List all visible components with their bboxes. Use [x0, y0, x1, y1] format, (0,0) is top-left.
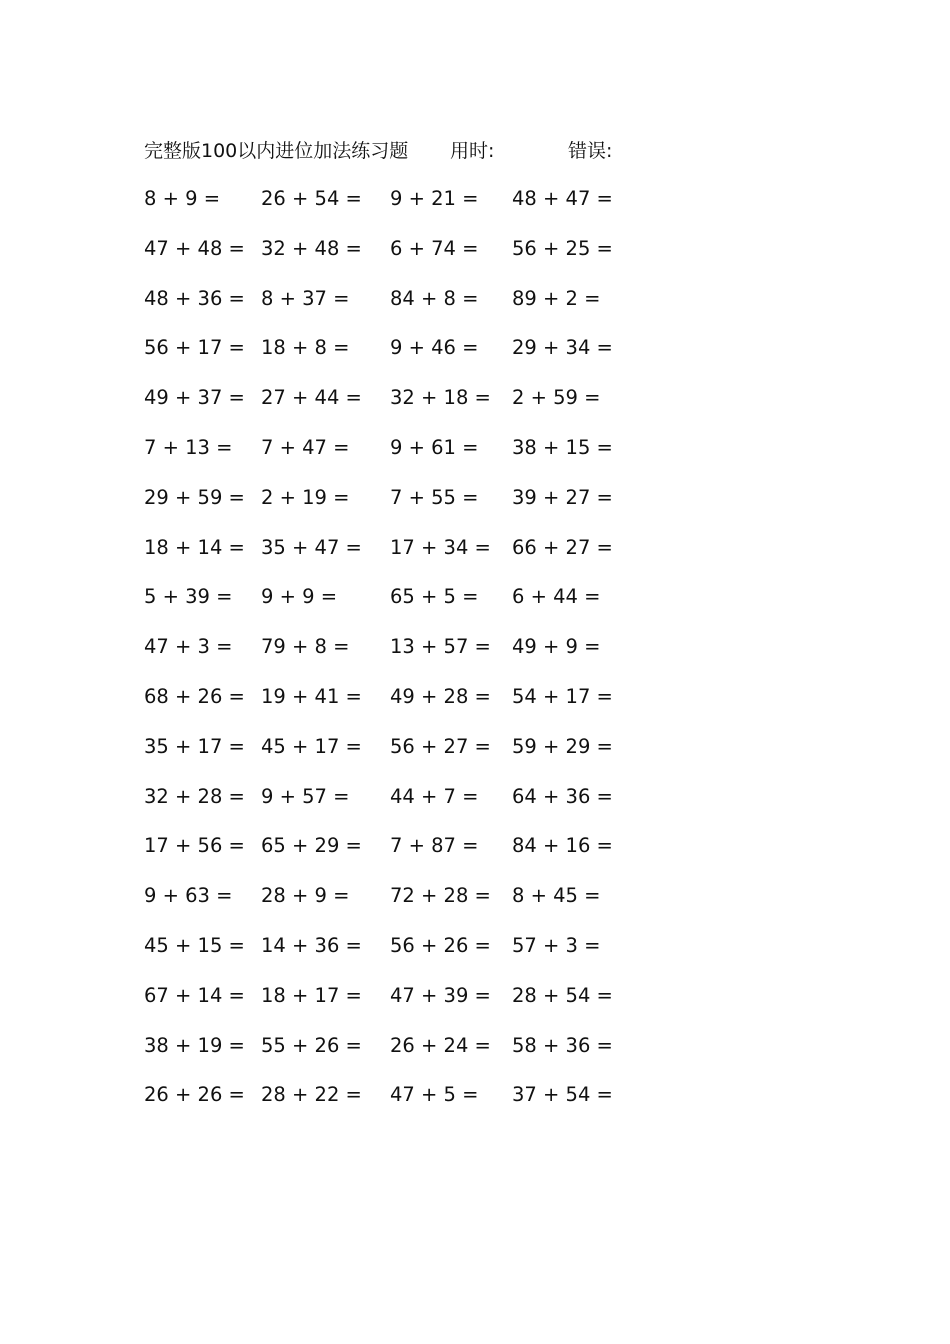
problem-row — [0, 682, 950, 732]
problem: 38 + 15 = — [512, 435, 613, 459]
problem: 17 + 56 = — [144, 834, 245, 858]
problem: 28 + 54 = — [512, 983, 613, 1007]
problem-row — [0, 881, 950, 931]
problem: 66 + 27 = — [512, 535, 613, 559]
worksheet-title: 完整版100以内进位加法练习题 — [144, 140, 409, 162]
problem: 17 + 34 = — [390, 535, 491, 559]
problem: 49 + 28 = — [390, 684, 491, 708]
problem: 48 + 36 = — [144, 286, 245, 310]
problem: 45 + 17 = — [261, 734, 362, 758]
problem: 67 + 14 = — [144, 983, 245, 1007]
problem: 6 + 44 = — [512, 585, 601, 609]
problem-row — [0, 184, 950, 234]
problem: 32 + 48 = — [261, 236, 362, 260]
problem: 47 + 48 = — [144, 236, 245, 260]
problem: 38 + 19 = — [144, 1033, 245, 1057]
problem-row — [0, 533, 950, 583]
problem: 26 + 54 = — [261, 187, 362, 210]
problem: 44 + 7 = — [390, 784, 479, 808]
problem: 89 + 2 = — [512, 286, 601, 310]
problem: 47 + 5 = — [390, 1083, 479, 1107]
problem-row — [0, 732, 950, 782]
problem-row — [0, 234, 950, 284]
problem-row — [0, 483, 950, 533]
problem: 18 + 14 = — [144, 535, 245, 559]
problem: 65 + 29 = — [261, 834, 362, 858]
problem: 45 + 15 = — [144, 933, 245, 957]
problem: 32 + 18 = — [390, 386, 491, 410]
problem: 2 + 19 = — [261, 485, 350, 509]
problem-row — [0, 284, 950, 334]
problem: 56 + 27 = — [390, 734, 491, 758]
problem: 56 + 25 = — [512, 236, 613, 260]
problem: 7 + 55 = — [390, 485, 479, 509]
problem: 35 + 17 = — [144, 734, 245, 758]
problem: 37 + 54 = — [512, 1083, 613, 1107]
problem: 14 + 36 = — [261, 933, 362, 957]
problem: 35 + 47 = — [261, 535, 362, 559]
problem: 7 + 87 = — [390, 834, 479, 858]
problem-row — [0, 333, 950, 383]
problem: 9 + 57 = — [261, 784, 350, 808]
problem-row — [0, 981, 950, 1031]
problem: 7 + 13 = — [144, 435, 233, 459]
problem: 39 + 27 = — [512, 485, 613, 509]
problem-row — [0, 931, 950, 981]
problem: 49 + 37 = — [144, 386, 245, 410]
problem: 32 + 28 = — [144, 784, 245, 808]
problem: 26 + 24 = — [390, 1033, 491, 1057]
problem: 49 + 9 = — [512, 635, 601, 659]
problem: 58 + 36 = — [512, 1033, 613, 1057]
error-label: 错误: — [568, 140, 613, 162]
problem: 28 + 22 = — [261, 1083, 362, 1107]
problem: 9 + 21 = — [390, 187, 479, 210]
problem: 13 + 57 = — [390, 635, 491, 659]
problem-row — [0, 782, 950, 832]
problem: 84 + 8 = — [390, 286, 479, 310]
problem-row — [0, 1080, 950, 1130]
problem: 8 + 45 = — [512, 884, 601, 908]
problem: 8 + 37 = — [261, 286, 350, 310]
problem-row — [0, 433, 950, 483]
problem: 9 + 9 = — [261, 585, 338, 609]
problem-row — [0, 582, 950, 632]
problem: 56 + 17 = — [144, 336, 245, 360]
problem: 47 + 3 = — [144, 635, 233, 659]
problem: 55 + 26 = — [261, 1033, 362, 1057]
problem: 28 + 9 = — [261, 884, 350, 908]
problem: 5 + 39 = — [144, 585, 233, 609]
problem: 79 + 8 = — [261, 635, 350, 659]
problem: 56 + 26 = — [390, 933, 491, 957]
time-label: 用时: — [450, 140, 495, 162]
problem-row — [0, 1031, 950, 1081]
problem: 47 + 39 = — [390, 983, 491, 1007]
problem: 7 + 47 = — [261, 435, 350, 459]
problem: 26 + 26 = — [144, 1083, 245, 1107]
problem: 59 + 29 = — [512, 734, 613, 758]
problem: 9 + 46 = — [390, 336, 479, 360]
problem: 72 + 28 = — [390, 884, 491, 908]
problem: 29 + 34 = — [512, 336, 613, 360]
problem-row — [0, 831, 950, 881]
problem-row — [0, 632, 950, 682]
problem: 57 + 3 = — [512, 933, 601, 957]
problem-row — [0, 383, 950, 433]
problem: 48 + 47 = — [512, 187, 613, 210]
problem: 84 + 16 = — [512, 834, 613, 858]
problem: 18 + 17 = — [261, 983, 362, 1007]
problem: 9 + 63 = — [144, 884, 233, 908]
problem: 18 + 8 = — [261, 336, 350, 360]
problem: 19 + 41 = — [261, 684, 362, 708]
problem: 68 + 26 = — [144, 684, 245, 708]
problem: 8 + 9 = — [144, 187, 221, 210]
problem: 9 + 61 = — [390, 435, 479, 459]
problem: 65 + 5 = — [390, 585, 479, 609]
problem: 29 + 59 = — [144, 485, 245, 509]
problem-grid — [0, 184, 950, 1130]
problem: 27 + 44 = — [261, 386, 362, 410]
problem: 54 + 17 = — [512, 684, 613, 708]
problem: 6 + 74 = — [390, 236, 479, 260]
problem: 2 + 59 = — [512, 386, 601, 410]
problem: 64 + 36 = — [512, 784, 613, 808]
